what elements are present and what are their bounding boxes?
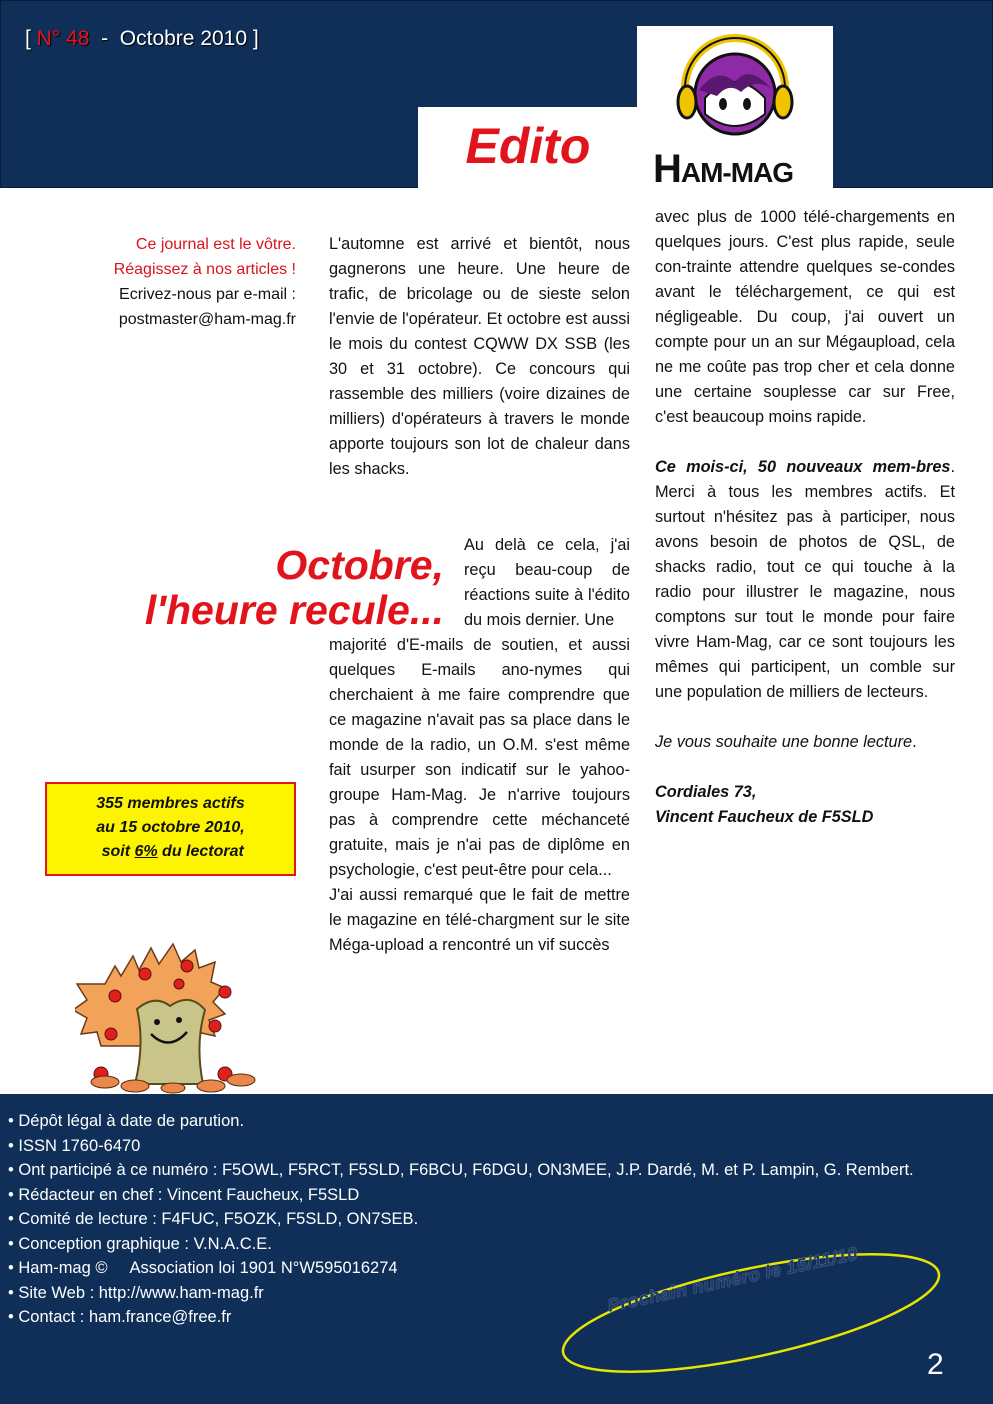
signature-name: Vincent Faucheux de F5SLD: [655, 808, 874, 826]
article-paragraph: L'automne est arrivé et bientôt, nous gagnerons une heure. Une heure de trafic, de bricolage ou de sieste selon l'envie de l'opérateur. Et octobre est aussi le mois du contest CQWW DX SSB (les 30 et 31 octobre). Ce concours qui rassemble des milliers (voire dizaines de milliers) d'opérateurs à travers le monde apporte toujours son lot de chaleur dans les shacks.: [329, 235, 630, 478]
contact-email[interactable]: postmaster@ham-mag.fr: [118, 311, 296, 328]
members-count-box: [45, 782, 296, 876]
signature-greeting: Cordiales 73,: [655, 783, 757, 801]
reader-note: [36, 232, 296, 332]
issue-bracket-close: ]: [247, 27, 259, 50]
credits-item: • Rédacteur en chef : Vincent Faucheux, F5SLD: [8, 1185, 360, 1204]
issue-separator: -: [89, 27, 120, 50]
autumn-tree-illustration: [75, 914, 265, 1094]
members-percentage: 6%: [134, 843, 158, 860]
logo-wordmark: [653, 147, 793, 192]
credits-item: • Comité de lecture : F4FUC, F5OZK, F5SLD, ON7SEB.: [8, 1210, 419, 1228]
section-title-box: [418, 107, 638, 189]
credits-item: • Ont participé à ce numéro : F5OWL, F5RCT, F5SLD, F6BCU, F6DGU, ON3MEE, J.P. Dardé, M. et P. Lampin, G. Rembert.: [8, 1161, 914, 1179]
mascot-headphones-icon: [637, 26, 833, 146]
logo-letter-h: H: [653, 147, 681, 191]
closing-period: .: [912, 733, 917, 751]
credits-item: • ISSN 1760-6470: [8, 1136, 141, 1155]
members-text: du lectorat: [157, 843, 244, 860]
article-column-1-top: [329, 232, 630, 482]
reader-note-line: Réagissez à nos articles !: [113, 261, 296, 278]
credits-item: • Ham-mag © Association loi 1901 N°W595016274: [8, 1259, 398, 1277]
article-headline: [145, 543, 444, 633]
issue-bracket-open: [: [25, 27, 37, 50]
members-line: au 15 octobre 2010,: [96, 819, 245, 836]
ham-mag-logo: [637, 26, 833, 191]
issue-label: [25, 27, 259, 51]
members-line: [47, 840, 294, 864]
article-paragraph: avec plus de 1000 télé-chargements en quelques jours. C'est plus rapide, seule con-trainte attendre quelques se-condes avant le téléchargement, ce qui est négligeable. Du coup, j'ai ouvert un compte pour un an sur Mégaupload, cela ne me coûte pas trop cher et cela donne une certaine souplesse car sur Free, c'est beaucoup moins rapide.: [655, 208, 955, 426]
signature: [655, 780, 955, 830]
next-issue-date: Prochain numéro le 15/11/10: [605, 1243, 860, 1316]
website-link[interactable]: • Site Web : http://www.ham-mag.fr: [8, 1283, 264, 1302]
article-column-2: [655, 205, 955, 830]
members-text: soit: [97, 843, 135, 860]
closing-wish: Je vous souhaite une bonne lecture: [655, 733, 913, 751]
members-line: 355 membres actifs: [96, 795, 245, 812]
article-paragraph: majorité d'E-mails de soutien, et aussi quelques E-mails ano-nymes qui cherchaient à me faire comprendre que ce magazine n'avait pas sa place dans le monde de la radio, un O.M. s'est même fait usurper son indicatif sur le yahoo-groupe Ham-Mag. Je n'arrive toujours pas à comprendre cette méchanceté gratuite, mais je n'ai pas de diplôme en psychologie, c'est peut-être pour cela...: [329, 636, 630, 879]
section-title: Edito: [465, 118, 591, 174]
issue-date: Octobre 2010: [119, 27, 248, 50]
issue-number: N° 48: [36, 27, 90, 50]
contact-link[interactable]: • Contact : ham.france@free.fr: [8, 1308, 232, 1326]
article-paragraph: [655, 455, 955, 705]
reader-note-line: Ce journal est le vôtre.: [135, 236, 296, 253]
headline-line-2: l'heure recule...: [144, 587, 444, 633]
logo-letters-rest: AM-MAG: [680, 157, 794, 188]
article-column-1-bottom: [329, 633, 630, 958]
article-paragraph: [655, 730, 955, 755]
headline-line-1: Octobre,: [275, 542, 444, 588]
page-number: 2: [927, 1348, 944, 1381]
credits-item: • Dépôt légal à date de parution.: [8, 1112, 245, 1130]
credits-item: • Conception graphique : V.N.A.C.E.: [8, 1234, 272, 1253]
article-column-1-wrap: [464, 533, 630, 633]
paragraph-text: . Merci à tous les membres actifs. Et surtout n'hésitez pas à participer, nous avons besoin de photos de QSL, de shacks radio, tout ce qui touche à la radio pour illustrer le magazine, nous comptons sur tout le monde pour faire vivre Ham-Mag, car ce sont toujours les mêmes qui participent, un comble sur une population de milliers de lecteurs.: [655, 458, 955, 701]
new-members-highlight: Ce mois-ci, 50 nouveaux mem-bres: [655, 458, 951, 476]
article-paragraph: J'ai aussi remarqué que le fait de mettre le magazine en télé-chargment sur le site Méga-upload a rencontré un vif succès: [329, 886, 630, 954]
header-banner: [0, 0, 993, 188]
article-paragraph: Au delà ce cela, j'ai reçu beau-coup de réactions suite à l'édito du mois dernier. Une: [464, 536, 630, 629]
reader-note-line: Ecrivez-nous par e-mail :: [119, 286, 296, 303]
